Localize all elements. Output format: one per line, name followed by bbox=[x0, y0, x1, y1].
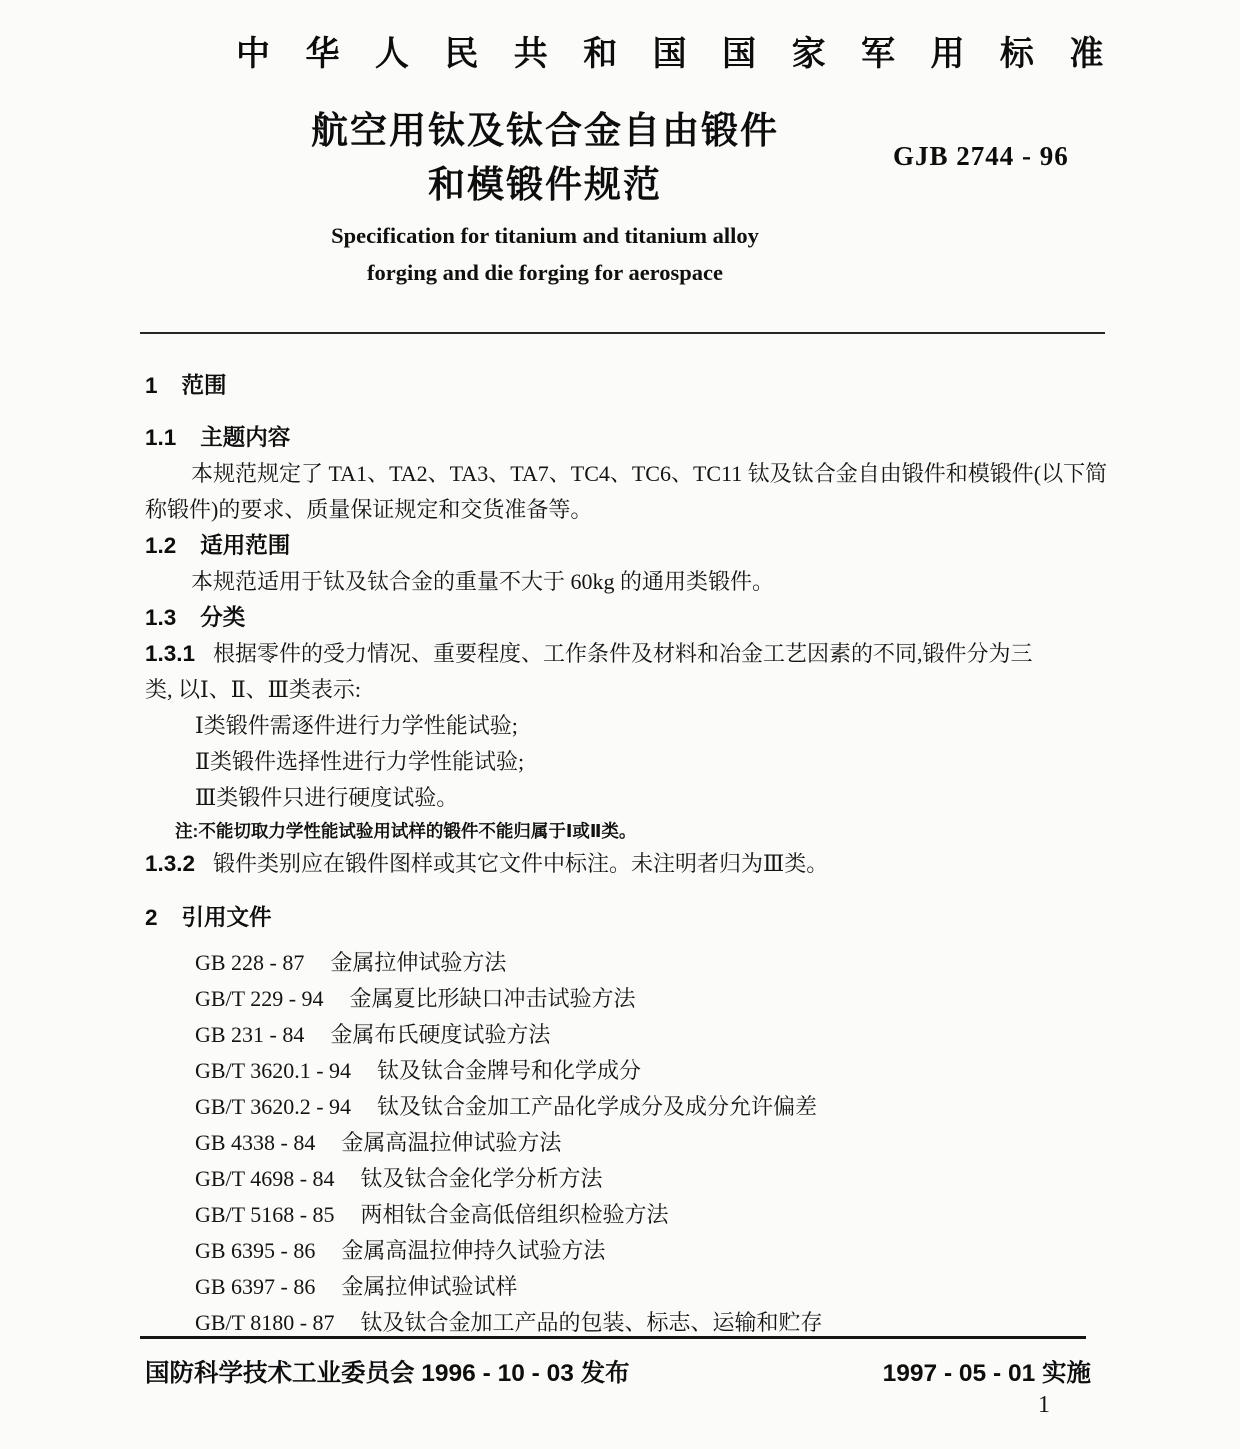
section-number: 1.2 bbox=[145, 533, 177, 558]
reference-item bbox=[145, 1053, 1113, 1089]
reference-item bbox=[145, 981, 1113, 1017]
paragraph-line: 本规范规定了 TA1、TA2、TA3、TA7、TC4、TC6、TC11 钛及钛合金自由锻件和模锻件(以下简 bbox=[191, 461, 1108, 486]
document-title-en bbox=[0, 217, 1090, 291]
reference-title: 金属高温拉伸试验方法 bbox=[341, 1130, 562, 1155]
document-title-cn-line1: 航空用钛及钛合金自由锻件 bbox=[311, 110, 779, 151]
reference-item bbox=[145, 945, 1113, 981]
reference-code: GB/T 3620.1 - 94 bbox=[195, 1058, 352, 1083]
paragraph-text: 锻件类别应在锻件图样或其它文件中标注。未注明者归为Ⅲ类。 bbox=[213, 851, 829, 876]
section-2-heading bbox=[145, 900, 1113, 936]
reference-code: GB/T 229 - 94 bbox=[195, 986, 324, 1011]
section-number: 1.3 bbox=[145, 605, 177, 630]
reference-code: GB/T 3620.2 - 94 bbox=[195, 1094, 352, 1119]
document-body bbox=[145, 368, 1113, 1341]
paragraph-line: 称锻件)的要求、质量保证规定和交货准备等。 bbox=[145, 497, 593, 522]
class-item: Ⅰ类锻件需逐件进行力学性能试验; bbox=[195, 713, 518, 738]
reference-title: 钛及钛合金化学分析方法 bbox=[360, 1166, 603, 1191]
class-item: Ⅲ类锻件只进行硬度试验。 bbox=[195, 785, 459, 810]
section-1-3-2-paragraph bbox=[145, 846, 1113, 882]
reference-item bbox=[145, 1161, 1113, 1197]
note-line: 注:不能切取力学性能试验用试样的锻件不能归属于Ⅰ或Ⅱ类。 bbox=[175, 821, 637, 841]
reference-code: GB 4338 - 84 bbox=[195, 1130, 316, 1155]
section-1-3-1-paragraph bbox=[145, 636, 1113, 672]
section-number: 1.3.1 bbox=[145, 641, 196, 666]
section-number: 1 bbox=[145, 373, 158, 398]
standard-code: GJB 2744 - 96 bbox=[893, 141, 1069, 171]
reference-title: 金属拉伸试验方法 bbox=[330, 950, 507, 975]
reference-item bbox=[145, 1233, 1113, 1269]
section-title: 分类 bbox=[200, 605, 246, 630]
reference-list bbox=[145, 945, 1113, 1341]
reference-code: GB 228 - 87 bbox=[195, 950, 305, 975]
reference-title: 金属高温拉伸持久试验方法 bbox=[341, 1238, 606, 1263]
reference-title: 金属夏比形缺口冲击试验方法 bbox=[349, 986, 636, 1011]
section-title: 范围 bbox=[181, 373, 227, 398]
section-title: 主题内容 bbox=[200, 425, 291, 450]
reference-title: 钛及钛合金加工产品的包装、标志、运输和贮存 bbox=[360, 1310, 823, 1335]
reference-item bbox=[145, 1269, 1113, 1305]
reference-code: GB 6397 - 86 bbox=[195, 1274, 316, 1299]
reference-title: 金属布氏硬度试验方法 bbox=[330, 1022, 551, 1047]
section-1-3-heading bbox=[145, 600, 1113, 636]
footer-issue-text: 国防科学技术工业委员会 1996 - 10 - 03 发布 bbox=[145, 1360, 630, 1387]
reference-title: 两相钛合金高低倍组织检验方法 bbox=[360, 1202, 669, 1227]
paragraph-line: 类, 以Ⅰ、Ⅱ、Ⅲ类表示: bbox=[145, 677, 361, 702]
reference-title: 钛及钛合金加工产品化学成分及成分允许偏差 bbox=[377, 1094, 818, 1119]
class-item: Ⅱ类锻件选择性进行力学性能试验; bbox=[195, 749, 525, 774]
reference-item bbox=[145, 1089, 1113, 1125]
section-1-1-heading bbox=[145, 420, 1113, 456]
footer-divider-rule bbox=[140, 1336, 1086, 1339]
reference-title: 钛及钛合金牌号和化学成分 bbox=[377, 1058, 642, 1083]
document-title-cn-line2: 和模锻件规范 bbox=[428, 164, 662, 205]
header-divider-rule bbox=[140, 332, 1105, 334]
document-title-en-line2: forging and die forging for aerospace bbox=[366, 260, 724, 285]
paragraph-line: 本规范适用于钛及钛合金的重量不大于 60kg 的通用类锻件。 bbox=[191, 569, 775, 594]
section-number: 1.1 bbox=[145, 425, 177, 450]
reference-title: 金属拉伸试验试样 bbox=[341, 1274, 518, 1299]
reference-item bbox=[145, 1017, 1113, 1053]
section-title: 引用文件 bbox=[181, 905, 272, 930]
paragraph-text: 根据零件的受力情况、重要程度、工作条件及材料和冶金工艺因素的不同,锻件分为三 bbox=[213, 641, 1033, 666]
section-1-2-heading bbox=[145, 528, 1113, 564]
section-number: 1.3.2 bbox=[145, 851, 196, 876]
document-title-en-line1: Specification for titanium and titanium alloy bbox=[331, 223, 759, 248]
section-1-heading bbox=[145, 368, 1113, 404]
standard-type-heading: 中 华 人 民 共 和 国 国 家 军 用 标 准 bbox=[236, 35, 1117, 73]
section-title: 适用范围 bbox=[200, 533, 291, 558]
reference-code: GB/T 4698 - 84 bbox=[195, 1166, 335, 1191]
footer-implement-text: 1997 - 05 - 01 实施 bbox=[882, 1360, 1091, 1387]
section-number: 2 bbox=[145, 905, 158, 930]
reference-item bbox=[145, 1125, 1113, 1161]
reference-code: GB 231 - 84 bbox=[195, 1022, 305, 1047]
reference-code: GB 6395 - 86 bbox=[195, 1238, 316, 1263]
footer bbox=[145, 1352, 1091, 1396]
reference-item bbox=[145, 1197, 1113, 1233]
reference-code: GB/T 8180 - 87 bbox=[195, 1310, 335, 1335]
page-number: 1 bbox=[1038, 1392, 1050, 1418]
reference-code: GB/T 5168 - 85 bbox=[195, 1202, 335, 1227]
